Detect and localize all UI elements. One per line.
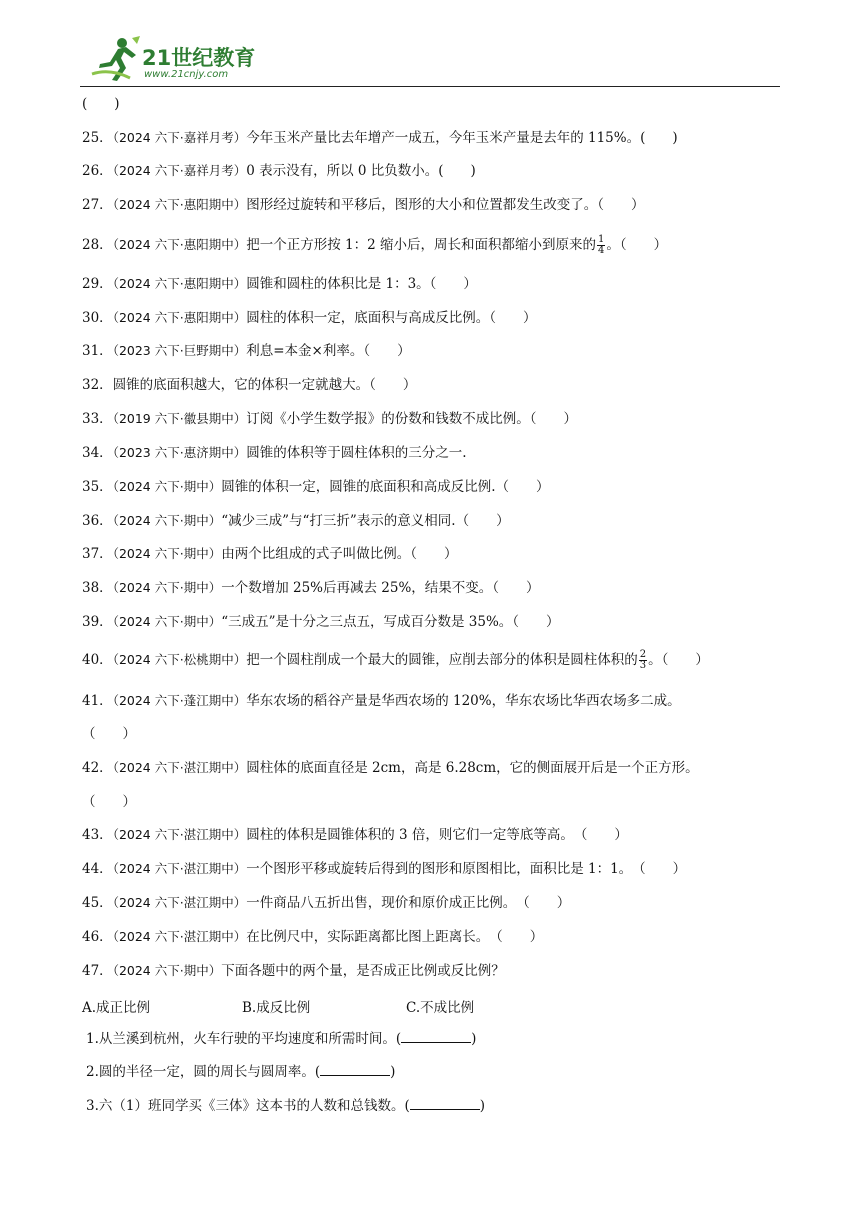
paren-close: ) (390, 1064, 396, 1080)
question-text: 一件商品八五折出售，现价和原价成正比例。 （ ） (246, 895, 571, 911)
question-number: 29． (82, 276, 113, 292)
question-37 (82, 545, 457, 563)
question-source: （2024 六下·期中） (112, 479, 222, 494)
question-number: 31． (82, 343, 113, 359)
question-text: 0 表示没有，所以 0 比负数小。( ) (246, 163, 476, 179)
question-source: （2024 六下·期中） (112, 513, 222, 528)
question-source: （2024 六下·惠阳期中） (112, 237, 247, 252)
question-text: 把一个正方形按 1：2 缩小后，周长和面积都缩小到原来的 (246, 237, 596, 253)
question-source: （2024 六下·期中） (112, 614, 222, 629)
question-text: 华东农场的稻谷产量是华西农场的 120%，华东农场比华西农场多二成。 (246, 693, 681, 709)
question-source: （2024 六下·湛江期中） (112, 929, 247, 944)
runner-logo-icon (90, 34, 142, 86)
question-24-tail (82, 95, 120, 113)
question-text: 在比例尺中，实际距离都比图上距离长。 （ ） (246, 929, 544, 945)
question-source: （2023 六下·巨野期中） (112, 343, 247, 358)
question-text: 今年玉米产量比去年增产一成五，今年玉米产量是去年的 115%。( ) (246, 130, 678, 146)
question-number: 44． (82, 861, 113, 877)
question-33 (82, 410, 577, 428)
question-source: （2024 六下·期中） (112, 580, 222, 595)
question-42 (82, 759, 699, 777)
question-45 (82, 894, 570, 912)
question-number: 33． (82, 411, 113, 427)
question-number: 39． (82, 614, 113, 630)
fraction-numerator: 2 (639, 649, 647, 660)
question-text: 圆锥的体积一定，圆锥的底面积和高成反比例.（ ） (221, 479, 550, 495)
question-42-tail (82, 793, 136, 811)
question-text: 下面各题中的两个量，是否成正比例或反比例？ (221, 963, 505, 979)
question-source: （2024 六下·嘉祥月考） (112, 130, 247, 145)
question-number: 40． (82, 652, 113, 668)
question-source: （2024 六下·嘉祥月考） (112, 163, 247, 178)
sub-question-text: 2.圆的半径一定，圆的周长与圆周率。( (86, 1064, 321, 1080)
question-source: （2024 六下·期中） (112, 546, 222, 561)
question-40 (82, 650, 709, 671)
option-b: B.成反比例 (242, 1000, 311, 1016)
question-source: （2024 六下·惠阳期中） (112, 197, 247, 212)
question-number: 28． (82, 237, 113, 253)
question-tail: 。（ ） (648, 652, 709, 668)
question-text: 图形经过旋转和平移后，图形的大小和位置都发生改变了。（ ） (246, 197, 645, 213)
question-number: 41． (82, 693, 113, 709)
answer-blank: （ ） (82, 726, 136, 742)
page-header (80, 30, 780, 88)
question-text: 圆柱的体积是圆锥体积的 3 倍，则它们一定等底等高。 （ ） (246, 827, 628, 843)
answer-blank-3[interactable] (410, 1097, 480, 1110)
fraction-denominator: 3 (639, 660, 647, 671)
paren-close: ) (471, 1031, 477, 1047)
question-text: 由两个比组成的式子叫做比例。（ ） (221, 546, 458, 562)
option-a: A.成正比例 (82, 1000, 151, 1016)
question-number: 27． (82, 197, 113, 213)
question-source: （2024 六下·湛江期中） (112, 827, 247, 842)
question-44 (82, 860, 686, 878)
sub-question-text: 1.从兰溪到杭州，火车行驶的平均速度和所需时间。( (86, 1031, 402, 1047)
sub-question-2 (86, 1063, 395, 1081)
question-number: 35． (82, 479, 113, 495)
question-text: 圆锥的体积等于圆柱体积的三分之一. (246, 445, 467, 461)
question-number: 42． (82, 760, 113, 776)
question-text: 圆锥和圆柱的体积比是 1：3。（ ） (246, 276, 477, 292)
fraction (597, 235, 605, 256)
answer-blank: （ ） (82, 794, 136, 810)
question-46 (82, 928, 543, 946)
question-25 (82, 129, 678, 147)
question-28 (82, 235, 667, 256)
question-47 (82, 962, 505, 980)
sub-question-text: 3.六（1）班同学买《三体》这本书的人数和总钱数。( (86, 1098, 410, 1114)
question-text: 一个数增加 25%后再减去 25%，结果不变。（ ） (221, 580, 540, 596)
header-divider (80, 86, 780, 87)
question-text: 圆柱的体积一定，底面积与高成反比例。（ ） (246, 310, 537, 326)
question-source: （2024 六下·期中） (112, 963, 222, 978)
sub-question-1 (86, 1030, 476, 1048)
logo-url: www.21cnjy.com (144, 69, 229, 80)
question-29 (82, 275, 477, 293)
question-source: （2024 六下·湛江期中） (112, 895, 247, 910)
question-number: 47． (82, 963, 113, 979)
question-35 (82, 478, 550, 496)
question-number: 30． (82, 310, 113, 326)
question-36 (82, 512, 510, 530)
question-32 (82, 376, 416, 394)
question-source: （2023 六下·惠济期中） (112, 445, 247, 460)
answer-blank-1[interactable] (401, 1030, 471, 1043)
question-number: 36． (82, 513, 113, 529)
question-31 (82, 342, 411, 360)
question-text: “三成五”是十分之三点五，写成百分数是 35%。（ ） (221, 614, 560, 630)
question-41 (82, 692, 681, 710)
question-source: （2024 六下·惠阳期中） (112, 310, 247, 325)
question-38 (82, 579, 540, 597)
question-text: “减少三成”与“打三折”表示的意义相同.（ ） (221, 513, 510, 529)
question-30 (82, 309, 536, 327)
fraction (639, 650, 647, 671)
question-41-tail (82, 725, 136, 743)
question-text: 把一个圆柱削成一个最大的圆锥，应削去部分的体积是圆柱体积的 (246, 652, 638, 668)
question-source: （2024 六下·湛江期中） (112, 760, 247, 775)
question-43 (82, 826, 628, 844)
question-tail: 。（ ） (606, 237, 668, 253)
question-text: 利息=本金×利率。（ ） (246, 343, 411, 359)
question-number: 38． (82, 580, 113, 596)
question-number: 37． (82, 546, 113, 562)
question-number: 26． (82, 163, 113, 179)
fraction-denominator: 4 (597, 245, 605, 256)
question-text: 圆柱体的底面直径是 2cm，高是 6.28cm，它的侧面展开后是一个正方形。 (246, 760, 699, 776)
question-text: 订阅《小学生数学报》的份数和钱数不成比例。（ ） (246, 411, 577, 427)
question-source: （2019 六下·徽县期中） (112, 411, 247, 426)
question-source: （2024 六下·松桃期中） (112, 652, 247, 667)
question-34 (82, 444, 467, 462)
question-number: 46． (82, 929, 113, 945)
question-number: 34． (82, 445, 113, 461)
question-number: 32． (82, 377, 113, 393)
question-26 (82, 162, 476, 180)
question-text: 圆锥的底面积越大，它的体积一定就越大。（ ） (112, 377, 417, 393)
question-source: （2024 六下·惠阳期中） (112, 276, 247, 291)
site-logo (90, 34, 280, 86)
answer-blank: ( ) (82, 96, 120, 112)
logo-name: 21世纪教育 (142, 46, 256, 70)
question-27 (82, 196, 644, 214)
question-source: （2024 六下·蓬江期中） (112, 693, 247, 708)
sub-question-3 (86, 1097, 485, 1115)
fraction-numerator: 1 (597, 234, 605, 245)
question-text: 一个图形平移或旋转后得到的图形和原图相比，面积比是 1：1。 （ ） (246, 861, 687, 877)
question-39 (82, 613, 560, 631)
paren-close: ) (479, 1098, 486, 1114)
question-number: 45． (82, 895, 113, 911)
option-c: C.不成比例 (406, 1000, 475, 1016)
question-number: 25． (82, 130, 113, 146)
question-number: 43． (82, 827, 113, 843)
answer-blank-2[interactable] (320, 1063, 390, 1076)
question-source: （2024 六下·湛江期中） (112, 861, 247, 876)
